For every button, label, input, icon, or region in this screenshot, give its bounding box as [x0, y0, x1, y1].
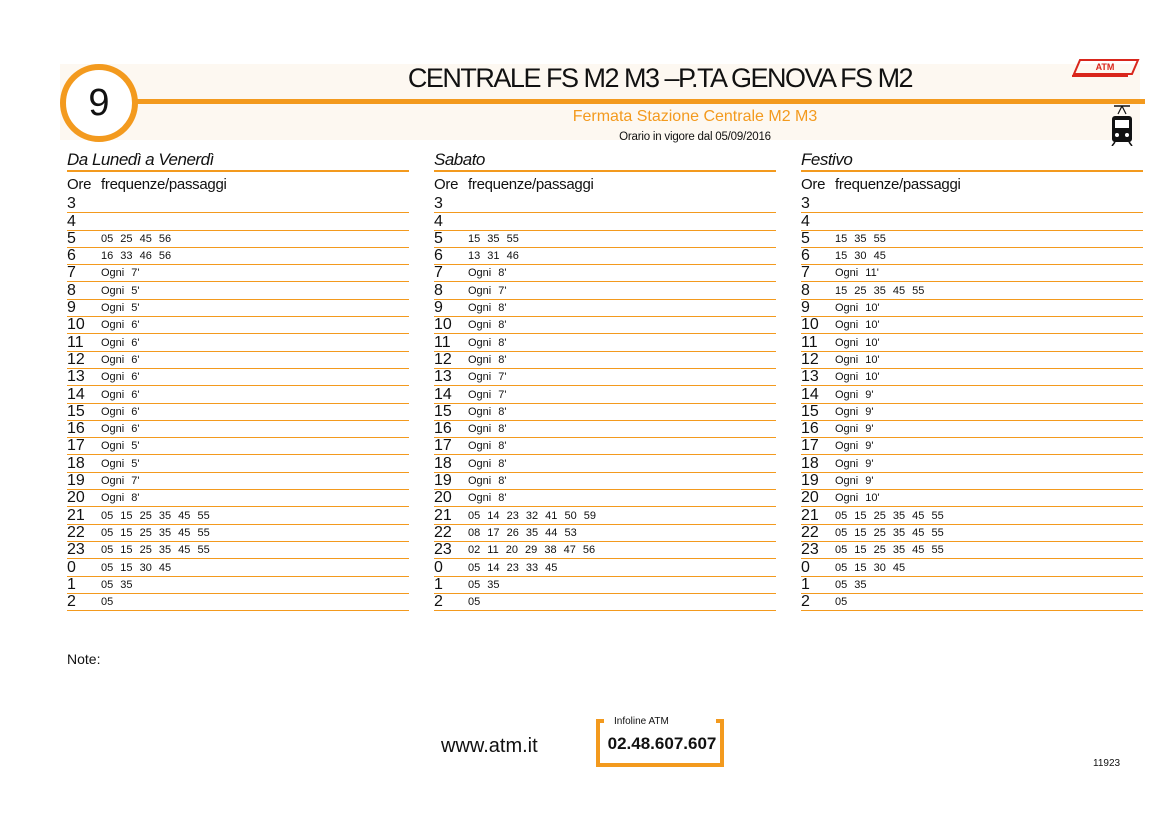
departures-cell: 05 25 45 56: [101, 232, 172, 245]
departures-cell: Ogni 9': [835, 423, 874, 436]
departures-cell: 08 17 26 35 44 53: [468, 526, 577, 539]
hour-cell: 7: [801, 264, 810, 282]
schedule-row: [801, 196, 1143, 213]
schedule-row: [434, 507, 776, 524]
hour-cell: 12: [67, 350, 85, 368]
schedule-row: [67, 421, 409, 438]
departures-cell: Ogni 10': [835, 492, 880, 505]
line-number-badge: [60, 64, 138, 142]
day-title: Da Lunedì a Venerdì: [67, 150, 214, 169]
schedule-row: [67, 455, 409, 472]
departures-cell: Ogni 10': [835, 336, 880, 349]
schedule-row: [801, 317, 1143, 334]
schedule-row: [67, 594, 409, 611]
website-link[interactable]: www.atm.it: [441, 735, 538, 757]
infoline-label: Infoline ATM: [614, 716, 669, 727]
departures-cell: 05 15 25 35 45 55: [101, 544, 210, 557]
hour-cell: 17: [67, 437, 85, 455]
schedule-row: [67, 473, 409, 490]
departures-cell: Ogni 10': [835, 319, 880, 332]
departures-cell: Ogni 8': [468, 336, 507, 349]
schedule-row: [434, 231, 776, 248]
departures-cell: 05 15 25 35 45 55: [101, 509, 210, 522]
schedule-row: [801, 594, 1143, 611]
departures-cell: Ogni 9': [835, 475, 874, 488]
values-header: frequenze/passaggi: [101, 176, 227, 193]
departures-cell: Ogni 9': [835, 405, 874, 418]
departures-cell: 05 35: [835, 578, 867, 591]
schedule-row: [67, 490, 409, 507]
hour-cell: 0: [801, 558, 810, 576]
departures-cell: Ogni 10': [835, 371, 880, 384]
schedule-row: [434, 559, 776, 576]
hour-cell: 1: [801, 575, 810, 593]
schedule-row: [801, 577, 1143, 594]
schedule-row: [67, 352, 409, 369]
departures-cell: Ogni 8': [468, 423, 507, 436]
schedule-row: [434, 577, 776, 594]
hour-cell: 21: [434, 506, 452, 524]
schedule-row: [434, 421, 776, 438]
departures-cell: Ogni 7': [468, 371, 507, 384]
departures-cell: 15 30 45: [835, 250, 886, 263]
atm-logo-text: ATM: [1095, 62, 1115, 72]
values-header: frequenze/passaggi: [835, 176, 961, 193]
title-rule: [434, 170, 776, 172]
document-code: 11923: [1093, 758, 1121, 769]
hour-cell: 16: [801, 420, 819, 438]
departures-cell: Ogni 9': [835, 388, 874, 401]
hour-cell: 10: [434, 316, 452, 334]
schedule-row: [434, 438, 776, 455]
departures-cell: Ogni 6': [101, 388, 140, 401]
hour-cell: 0: [67, 558, 76, 576]
stop-name: Fermata Stazione Centrale M2 M3: [572, 108, 818, 125]
schedule-row: [434, 265, 776, 282]
schedule-row: [434, 334, 776, 351]
schedule-row: [801, 473, 1143, 490]
schedule-row: [434, 473, 776, 490]
departures-cell: 05: [835, 596, 848, 609]
infoline-number[interactable]: 02.48.607.607: [607, 734, 717, 753]
header-rule: [120, 99, 1145, 104]
departures-cell: Ogni 6': [101, 319, 140, 332]
schedule-row: [801, 213, 1143, 230]
hour-cell: 14: [67, 385, 85, 403]
hour-cell: 23: [434, 541, 452, 559]
hour-cell: 3: [434, 195, 443, 213]
tram-icon: [1110, 104, 1134, 146]
schedule-row: [801, 404, 1143, 421]
hour-cell: 13: [67, 368, 85, 386]
title-rule: [801, 170, 1143, 172]
atm-logo-icon: [1070, 56, 1140, 78]
values-header: frequenze/passaggi: [468, 176, 594, 193]
hour-cell: 22: [67, 523, 85, 541]
departures-cell: Ogni 10': [835, 302, 880, 315]
departures-cell: 05 14 23 32 41 50 59: [468, 509, 596, 522]
departures-cell: Ogni 5': [101, 440, 140, 453]
schedule-row: [434, 282, 776, 299]
day-title: Sabato: [434, 150, 485, 169]
departures-cell: 15 35 55: [468, 232, 519, 245]
column-header: [801, 174, 1143, 196]
departures-cell: Ogni 8': [468, 319, 507, 332]
hour-cell: 8: [434, 281, 443, 299]
hour-cell: 5: [801, 229, 810, 247]
departures-cell: Ogni 8': [468, 475, 507, 488]
schedule-row: [801, 455, 1143, 472]
hour-cell: 1: [434, 575, 443, 593]
departures-cell: Ogni 7': [101, 267, 140, 280]
departures-cell: 05 15 25 35 45 55: [101, 526, 210, 539]
schedule-row: [801, 265, 1143, 282]
departures-cell: 05 15 30 45: [101, 561, 172, 574]
schedule-weekdays: [67, 150, 409, 611]
schedule-row: [434, 525, 776, 542]
hour-cell: 19: [434, 472, 452, 490]
hour-cell: 6: [67, 247, 76, 265]
hour-cell: 22: [434, 523, 452, 541]
hour-cell: 11: [67, 333, 84, 351]
hour-header: Ore: [801, 176, 826, 193]
schedule-row: [67, 231, 409, 248]
departures-cell: Ogni 6': [101, 405, 140, 418]
schedule-row: [67, 559, 409, 576]
departures-cell: 05 15 25 35 45 55: [835, 526, 944, 539]
hour-cell: 17: [801, 437, 819, 455]
hour-cell: 11: [434, 333, 451, 351]
departures-cell: 05 15 30 45: [835, 561, 906, 574]
departures-cell: Ogni 5': [101, 284, 140, 297]
schedule-row: [67, 248, 409, 265]
hour-cell: 15: [434, 402, 452, 420]
hour-cell: 0: [434, 558, 443, 576]
departures-cell: 05 15 25 35 45 55: [835, 509, 944, 522]
schedule-row: [67, 404, 409, 421]
schedule-row: [434, 455, 776, 472]
line-number: 9: [88, 81, 110, 124]
schedule-row: [801, 352, 1143, 369]
departures-cell: Ogni 8': [468, 302, 507, 315]
hour-cell: 5: [67, 229, 76, 247]
rows: [67, 196, 409, 611]
hour-header: Ore: [434, 176, 459, 193]
title-rule: [67, 170, 409, 172]
hour-cell: 9: [434, 299, 443, 317]
hour-cell: 18: [801, 454, 819, 472]
schedule-row: [67, 525, 409, 542]
schedule-row: [67, 507, 409, 524]
schedule-row: [434, 594, 776, 611]
hour-cell: 21: [801, 506, 819, 524]
departures-cell: Ogni 9': [835, 457, 874, 470]
hour-cell: 16: [67, 420, 85, 438]
hour-cell: 4: [801, 212, 810, 230]
day-title: Festivo: [801, 150, 853, 169]
schedule-row: [434, 542, 776, 559]
schedule-row: [67, 386, 409, 403]
route-title: CENTRALE FS M2 M3 –P.TA GENOVA FS M2: [407, 63, 913, 93]
hour-cell: 11: [801, 333, 818, 351]
departures-cell: Ogni 6': [101, 371, 140, 384]
departures-cell: Ogni 8': [468, 405, 507, 418]
schedule-row: [67, 577, 409, 594]
hour-cell: 6: [801, 247, 810, 265]
hour-cell: 19: [801, 472, 819, 490]
hour-cell: 10: [801, 316, 819, 334]
departures-cell: Ogni 7': [101, 475, 140, 488]
hour-cell: 8: [801, 281, 810, 299]
schedule-row: [434, 404, 776, 421]
schedule-row: [434, 369, 776, 386]
hour-cell: 17: [434, 437, 452, 455]
schedule-row: [434, 196, 776, 213]
hour-cell: 2: [67, 593, 76, 611]
departures-cell: Ogni 8': [468, 353, 507, 366]
departures-cell: Ogni 6': [101, 353, 140, 366]
schedule-row: [801, 231, 1143, 248]
hour-cell: 15: [801, 402, 819, 420]
hour-cell: 8: [67, 281, 76, 299]
hour-cell: 20: [434, 489, 452, 507]
hour-header: Ore: [67, 176, 92, 193]
departures-cell: 13 31 46: [468, 250, 519, 263]
schedule-row: [801, 525, 1143, 542]
schedule-row: [801, 334, 1143, 351]
schedule-row: [801, 490, 1143, 507]
schedule-row: [67, 196, 409, 213]
departures-cell: Ogni 8': [468, 492, 507, 505]
departures-cell: Ogni 9': [835, 440, 874, 453]
departures-cell: Ogni 6': [101, 423, 140, 436]
departures-cell: Ogni 8': [468, 267, 507, 280]
departures-cell: Ogni 6': [101, 336, 140, 349]
hour-cell: 9: [801, 299, 810, 317]
rows: [434, 196, 776, 611]
schedule-row: [67, 542, 409, 559]
hour-cell: 15: [67, 402, 85, 420]
schedule-row: [434, 352, 776, 369]
schedule-row: [67, 334, 409, 351]
hour-cell: 12: [801, 350, 819, 368]
hour-cell: 21: [67, 506, 85, 524]
hour-cell: 18: [434, 454, 452, 472]
hour-cell: 13: [801, 368, 819, 386]
notes-label: Note:: [67, 651, 101, 667]
hour-cell: 12: [434, 350, 452, 368]
hour-cell: 13: [434, 368, 452, 386]
hour-cell: 1: [67, 575, 76, 593]
hour-cell: 7: [67, 264, 76, 282]
hour-cell: 20: [67, 489, 85, 507]
hour-cell: 9: [67, 299, 76, 317]
hour-cell: 23: [801, 541, 819, 559]
departures-cell: Ogni 5': [101, 457, 140, 470]
departures-cell: Ogni 7': [468, 388, 507, 401]
hour-cell: 2: [801, 593, 810, 611]
schedule-row: [801, 386, 1143, 403]
departures-cell: Ogni 5': [101, 302, 140, 315]
hour-cell: 18: [67, 454, 85, 472]
hour-cell: 10: [67, 316, 85, 334]
departures-cell: Ogni 8': [468, 440, 507, 453]
schedule-row: [434, 248, 776, 265]
hour-cell: 4: [67, 212, 76, 230]
schedule-row: [801, 559, 1143, 576]
schedule-row: [801, 542, 1143, 559]
schedule-row: [67, 213, 409, 230]
schedule-row: [434, 386, 776, 403]
departures-cell: 05 15 25 35 45 55: [835, 544, 944, 557]
departures-cell: 05 14 23 33 45: [468, 561, 558, 574]
hour-cell: 14: [434, 385, 452, 403]
departures-cell: 15 35 55: [835, 232, 886, 245]
column-header: [434, 174, 776, 196]
schedule-saturday: [434, 150, 776, 611]
schedule-row: [434, 213, 776, 230]
rows: [801, 196, 1143, 611]
hour-cell: 22: [801, 523, 819, 541]
hour-cell: 20: [801, 489, 819, 507]
schedule-row: [801, 438, 1143, 455]
schedule-row: [434, 490, 776, 507]
departures-cell: 05: [468, 596, 481, 609]
hour-cell: 19: [67, 472, 85, 490]
schedule-row: [67, 282, 409, 299]
departures-cell: 15 25 35 45 55: [835, 284, 925, 297]
schedule-row: [67, 438, 409, 455]
hour-cell: 16: [434, 420, 452, 438]
hour-cell: 4: [434, 212, 443, 230]
schedule-row: [67, 265, 409, 282]
schedule-row: [801, 421, 1143, 438]
schedule-row: [801, 300, 1143, 317]
departures-cell: Ogni 8': [101, 492, 140, 505]
hour-cell: 2: [434, 593, 443, 611]
schedule-row: [434, 317, 776, 334]
schedule-row: [67, 317, 409, 334]
hour-cell: 7: [434, 264, 443, 282]
hour-cell: 23: [67, 541, 85, 559]
hour-cell: 6: [434, 247, 443, 265]
hour-cell: 3: [67, 195, 76, 213]
hour-cell: 5: [434, 229, 443, 247]
schedule-row: [67, 369, 409, 386]
schedule-holiday: [801, 150, 1143, 611]
departures-cell: 16 33 46 56: [101, 250, 172, 263]
schedule-row: [801, 369, 1143, 386]
schedule-row: [801, 507, 1143, 524]
hour-cell: 14: [801, 385, 819, 403]
schedule-row: [434, 300, 776, 317]
departures-cell: Ogni 10': [835, 353, 880, 366]
validity-date: Orario in vigore dal 05/09/2016: [619, 131, 771, 143]
departures-cell: 02 11 20 29 38 47 56: [468, 544, 596, 557]
schedule-row: [67, 300, 409, 317]
schedule-row: [801, 282, 1143, 299]
departures-cell: Ogni 7': [468, 284, 507, 297]
departures-cell: Ogni 8': [468, 457, 507, 470]
departures-cell: 05 35: [468, 578, 500, 591]
departures-cell: Ogni 11': [835, 267, 879, 280]
departures-cell: 05: [101, 596, 114, 609]
departures-cell: 05 35: [101, 578, 133, 591]
column-header: [67, 174, 409, 196]
schedule-row: [801, 248, 1143, 265]
hour-cell: 3: [801, 195, 810, 213]
